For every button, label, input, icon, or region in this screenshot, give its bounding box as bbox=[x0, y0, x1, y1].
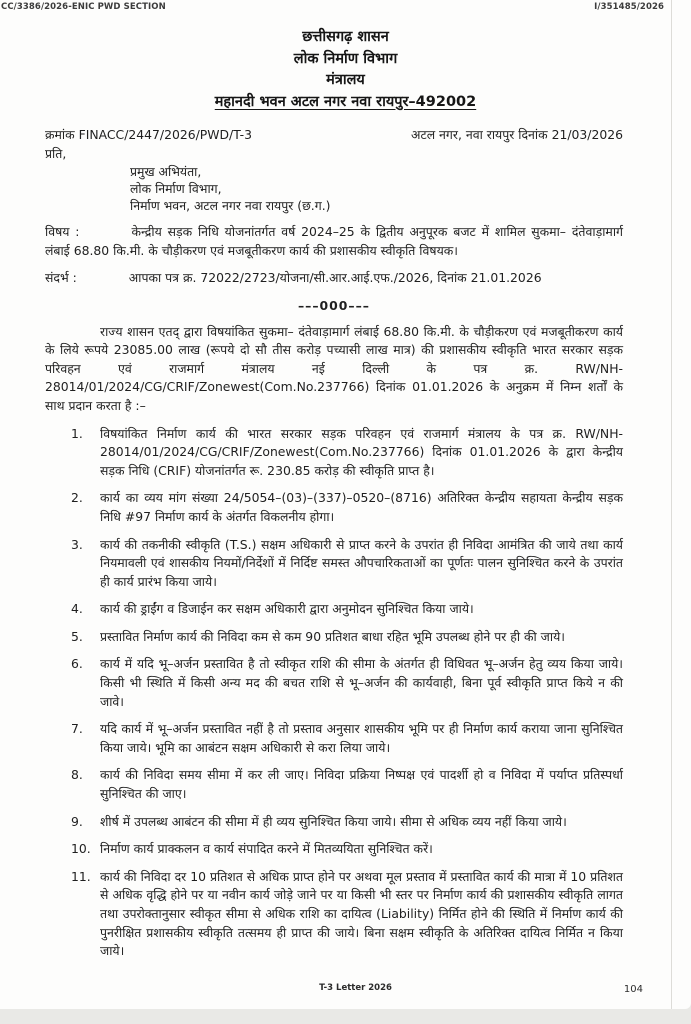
condition-text: विषयांकित निर्माण कार्य की भारत सरकार सड़क परिवहन एवं राजमार्ग मंत्रालय के पत्र क्र. RW/NH-28014/01/2024/CG/CRIF/Zonewest(Com.No.237766) दिनांक 01.01.2026 के द्वारा केन्द्रीय सड़क निधि (CRIF) योजनांतर्गत रू. 230.85 करोड़ की स्वीकृति प्राप्त है। bbox=[100, 425, 623, 478]
condition-text: निर्माण कार्य प्राक्कलन व कार्य संपादित करने में मितव्ययिता सुनिश्चित करें। bbox=[100, 841, 433, 857]
condition-text: यदि कार्य में भू–अर्जन प्रस्तावित नहीं है तो प्रस्ताव अनुसार शासकीय भूमि पर ही निर्माण कार्य कराया जाना सुनिश्चित किया जाये। भूमि का आबंटन सक्षम अधिकारी से करा लिया जाये। bbox=[100, 721, 623, 755]
condition-text: शीर्ष में उपलब्ध आबंटन की सीमा में ही व्यय सुनिश्चित किया जाये। सीमा से अधिक व्यय नहीं किया जाये। bbox=[100, 813, 567, 829]
reference-text: आपका पत्र क्र. 72022/2723/योजना/सी.आर.आई.एफ./2026, दिनांक 21.01.2026 bbox=[128, 270, 542, 286]
file-reference-top-left: CC/3386/2026-ENIC PWD SECTION bbox=[1, 2, 166, 12]
condition-text: कार्य की तकनीकी स्वीकृति (T.S.) सक्षम अधिकारी से प्राप्त करने के उपरांत ही निविदा आमंत्रित की जाये तथा कार्य नियमावली एवं शासकीय नियमों/निर्देशों में निर्दिष्ट समस्त औपचारिकताओं का पूर्णतः पालन सुनिश्चित करने के उपरांत ही कार्य प्रारंभ किया जाये। bbox=[100, 536, 623, 589]
condition-number: 3. bbox=[71, 536, 83, 552]
condition-number: 1. bbox=[71, 425, 83, 441]
opening-paragraph: राज्य शासन एतद् द्वारा विषयांकित सुकमा– दंतेवाड़ामार्ग लंबाई 68.80 कि.मी. के चौड़ीकरण एवं मजबूतीकरण कार्य के लिये रूपये 23085.00 लाख (रूपये दो सौ तीस करोड़ पच्यासी लाख मात्र) की प्रशासकीय स्वीकृति भारत सरकार सड़क परिवहन एवं राजमार्ग मंत्रालय नई दिल्ली के पत्र क्र. RW/NH-28014/01/2024/CG/CRIF/Zonewest(Com.No.237766) दिनांक 01.01.2026 के अनुक्रम में निम्न शर्तों के साथ प्रदान करता है :– bbox=[45, 323, 623, 413]
condition-number: 11. bbox=[71, 868, 91, 884]
addressee-designation: प्रमुख अभियंता, bbox=[130, 164, 202, 180]
condition-item bbox=[45, 868, 623, 961]
condition-text: कार्य की निविदा समय सीमा में कर ली जाए। निविदा प्रक्रिया निष्पक्ष एवं पादर्शी हो व निविदा में पर्याप्त प्रतिस्पर्धा सुनिश्चित की जाए। bbox=[100, 767, 623, 802]
letterhead-department-name: लोक निर्माण विभाग bbox=[293, 50, 398, 67]
place-and-date: अटल नगर, नवा रायपुर दिनांक 21/03/2026 bbox=[410, 127, 623, 142]
condition-number: 6. bbox=[71, 656, 83, 672]
condition-text: कार्य का व्यय मांग संख्या 24/5054–(03)–(337)–0520–(8716) अतिरिक्त केन्द्रीय सहायता केन्द्रीय सड़क निधि #97 निर्माण कार्य के अंतर्गत विकलनीय होगा। bbox=[100, 490, 623, 524]
condition-number: 8. bbox=[71, 767, 83, 783]
condition-item bbox=[45, 489, 623, 526]
condition-number: 7. bbox=[71, 721, 83, 737]
scan-edge-line bbox=[671, 0, 672, 1009]
condition-number: 2. bbox=[71, 490, 83, 506]
letter-body bbox=[45, 126, 623, 961]
subject-text: केन्द्रीय सड़क निधि योजनांतर्गत वर्ष 2024–25 के द्वितीय अनुपूरक बजट में शामिल सुकमा– दंतेवाड़ामार्ग लंबाई 68.80 कि.मी. के चौड़ीकरण एवं मजबूतीकरण कार्य की प्रशासकीय स्वीकृति विषयक। bbox=[45, 224, 623, 258]
subject-label: विषय : bbox=[45, 224, 80, 240]
condition-number: 9. bbox=[71, 813, 83, 829]
footer-document-label: T-3 Letter 2026 bbox=[319, 983, 392, 993]
condition-text: कार्य में यदि भू–अर्जन प्रस्तावित है तो स्वीकृत राशि की सीमा के अंतर्गत ही विधिवत भू–अर्जन हेतु व्यय किया जाये। किसी भी स्थिति में किसी अन्य मद की बचत राशि से भू–अर्जन की कार्यवाही, बिना पूर्व स्वीकृति प्राप्त किये न की जावे। bbox=[100, 656, 623, 709]
condition-item bbox=[45, 600, 623, 619]
subject-line bbox=[45, 223, 623, 260]
addressee-address: निर्माण भवन, अटल नगर नवा रायपुर (छ.ग.) bbox=[130, 198, 331, 214]
condition-item bbox=[45, 655, 623, 711]
letterhead bbox=[0, 0, 691, 113]
letterhead-government-name: छत्तीसगढ़ शासन bbox=[302, 29, 389, 45]
condition-item bbox=[45, 720, 623, 757]
condition-item bbox=[45, 813, 623, 832]
addressee-block bbox=[130, 163, 623, 214]
condition-number: 4. bbox=[71, 601, 83, 617]
letterhead-ministry: मंत्रालय bbox=[326, 72, 365, 88]
to-label: प्रति, bbox=[45, 145, 67, 161]
condition-item bbox=[45, 766, 623, 803]
section-separator: –––000––– bbox=[297, 297, 371, 313]
condition-number: 10. bbox=[71, 841, 91, 857]
condition-item bbox=[45, 425, 623, 481]
reference-line bbox=[45, 269, 623, 288]
condition-number: 5. bbox=[71, 628, 83, 644]
condition-item bbox=[45, 840, 623, 859]
condition-item bbox=[45, 628, 623, 647]
letter-meta-row bbox=[45, 126, 623, 145]
reference-label: संदर्भ : bbox=[45, 270, 77, 286]
footer-page-number: 104 bbox=[623, 984, 643, 995]
condition-text: प्रस्तावित निर्माण कार्य की निविदा कम से कम 90 प्रतिशत बाधा रहित भूमि उपलब्ध होने पर ही की जाये। bbox=[100, 628, 565, 644]
condition-item bbox=[45, 536, 623, 592]
condition-text: कार्य की निविदा दर 10 प्रतिशत से अधिक प्राप्त होने पर अथवा मूल प्रस्ताव में प्रस्तावित कार्य की मात्रा में 10 प्रतिशत से अधिक वृद्धि होने पर या नवीन कार्य जोड़े जाने पर या किसी भी स्तर पर निर्माण कार्य की प्रशासकीय स्वीकृति लागत तथा उपरोक्तानुसार स्वीकृत सीमा से अधिक राशि का दायित्व (Liability) निर्मित होने की स्थिति में निर्माण कार्य की पुनरीक्षित प्रशासकीय स्वीकृति तत्समय ही प्राप्त की जाये। बिना सक्षम स्वीकृति के अतिरिक्त दायित्व निर्मित न किया जाये। bbox=[100, 868, 623, 959]
letterhead-address: महानदी भवन अटल नगर नवा रायपुर–492002 bbox=[214, 93, 477, 110]
letter-number: क्रमांक FINACC/2447/2026/PWD/T-3 bbox=[45, 127, 253, 142]
file-reference-top-right: I/351485/2026 bbox=[594, 2, 664, 12]
condition-text: कार्य की ड्राईंग व डिजाईन कर सक्षम अधिकारी द्वारा अनुमोदन सुनिश्चित किया जाये। bbox=[100, 601, 474, 617]
addressee-department: लोक निर्माण विभाग, bbox=[130, 181, 222, 197]
